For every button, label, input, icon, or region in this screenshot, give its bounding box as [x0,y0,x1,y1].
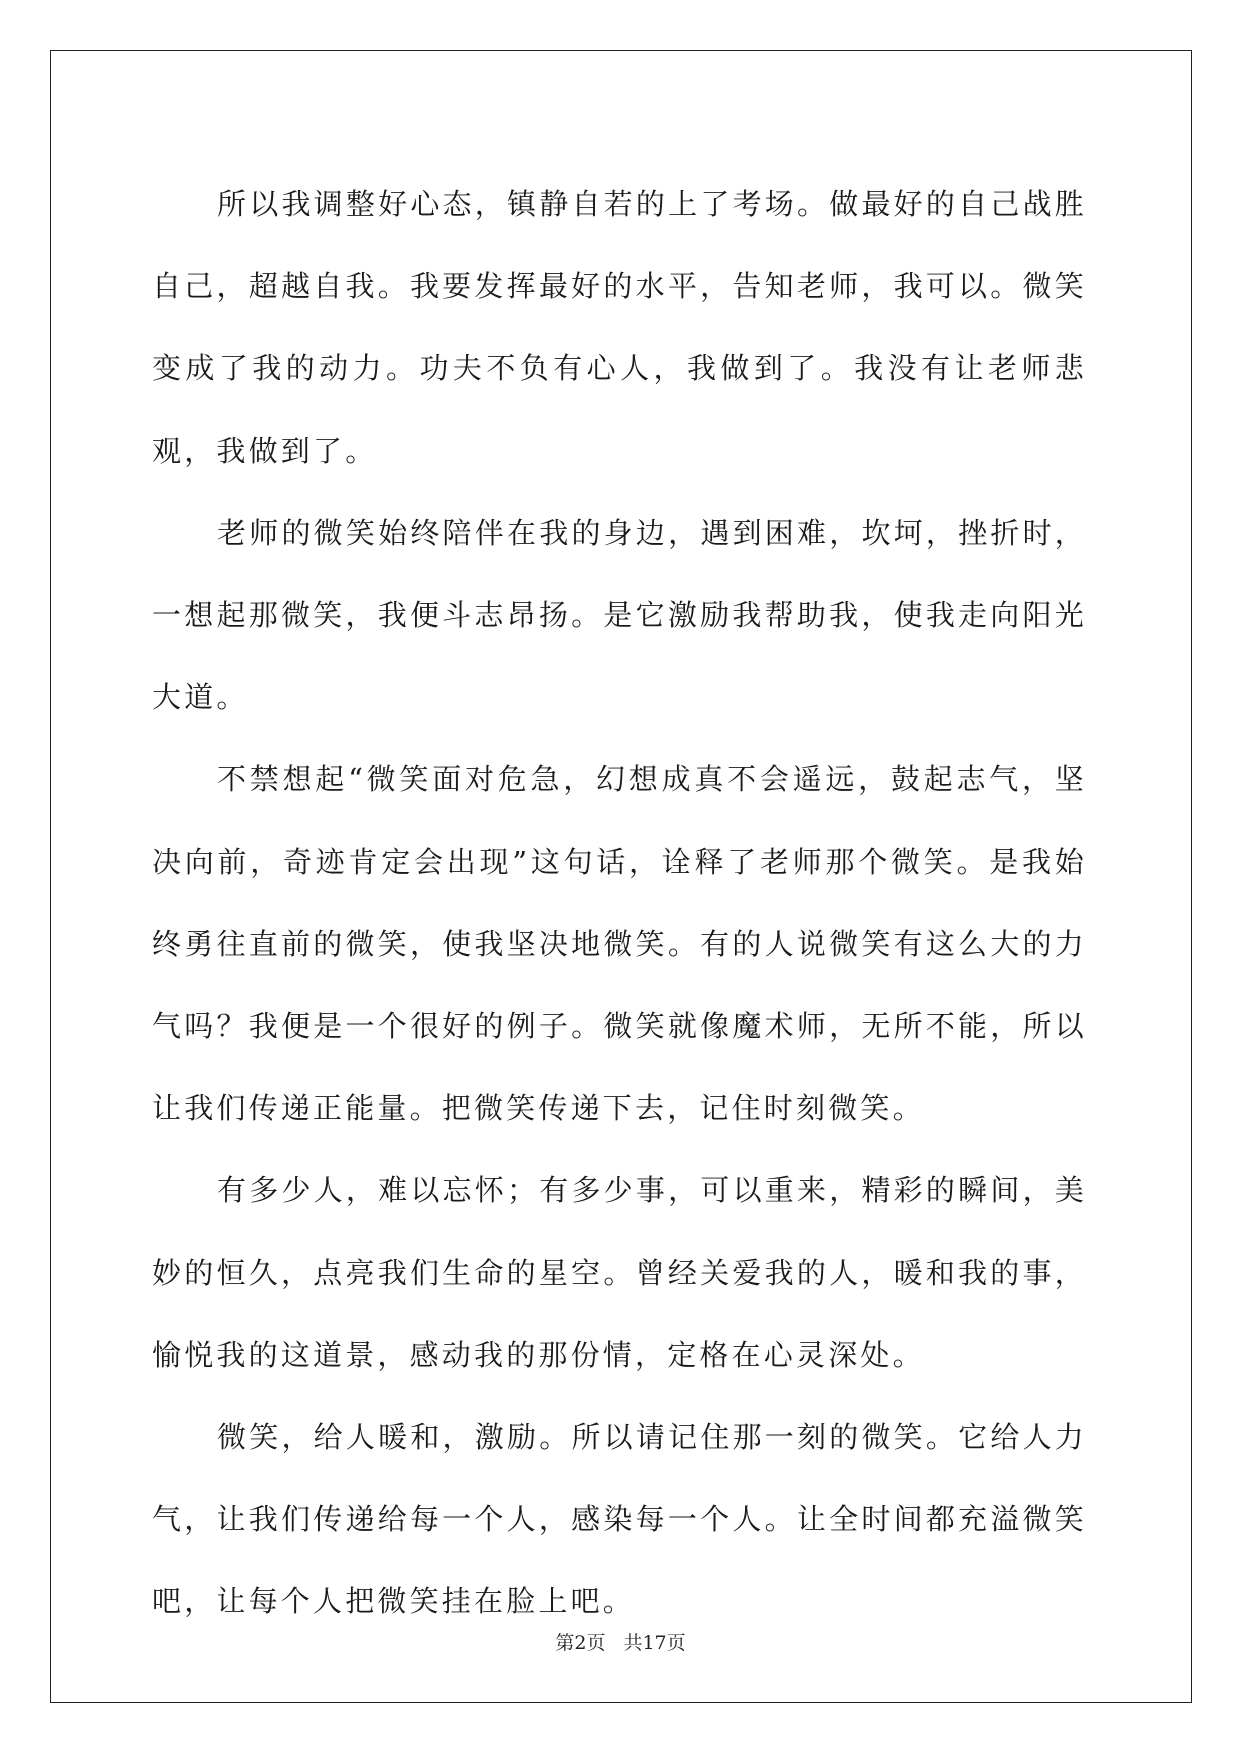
paragraph: 有多少人，难以忘怀；有多少事，可以重来，精彩的瞬间，美妙的恒久，点亮我们生命的星空。曾经关爱我的人，暖和我的事，愉悦我的这道景，感动我的那份情，定格在心灵深处。 [152,1173,1087,1372]
paragraph: 微笑，给人暖和，激励。所以请记住那一刻的微笑。它给人力气，让我们传递给每一个人，感染每一个人。让全时间都充溢微笑吧，让每个人把微笑挂在脸上吧。 [152,1420,1087,1619]
paragraph: 老师的微笑始终陪伴在我的身边，遇到困难，坎坷，挫折时，一想起那微笑，我便斗志昂扬。是它激励我帮助我，使我走向阳光大道。 [152,515,1087,715]
paragraph: 不禁想起“微笑面对危急，幻想成真不会遥远，鼓起志气，坚决向前，奇迹肯定会出现”这句话，诠释了老师那个微笑。是我始终勇往直前的微笑，使我坚决地微笑。有的人说微笑有这么大的力气吗？我便是一个很好的例子。微笑就像魔术师，无所不能，所以让我们传递正能量。把微笑传递下去，记住时刻微笑。 [152,762,1087,1126]
paragraph: 所以我调整好心态，镇静自若的上了考场。做最好的自己战胜自己，超越自我。我要发挥最好的水平，告知老师，我可以。微笑变成了我的动力。功夫不负有心人，我做到了。我没有让老师悲观，我做到了。 [152,187,1087,468]
page-number: 第2页 [555,1632,606,1654]
page-footer [0,1628,1241,1655]
page-total: 共17页 [623,1632,686,1654]
document-body [152,163,1087,1643]
